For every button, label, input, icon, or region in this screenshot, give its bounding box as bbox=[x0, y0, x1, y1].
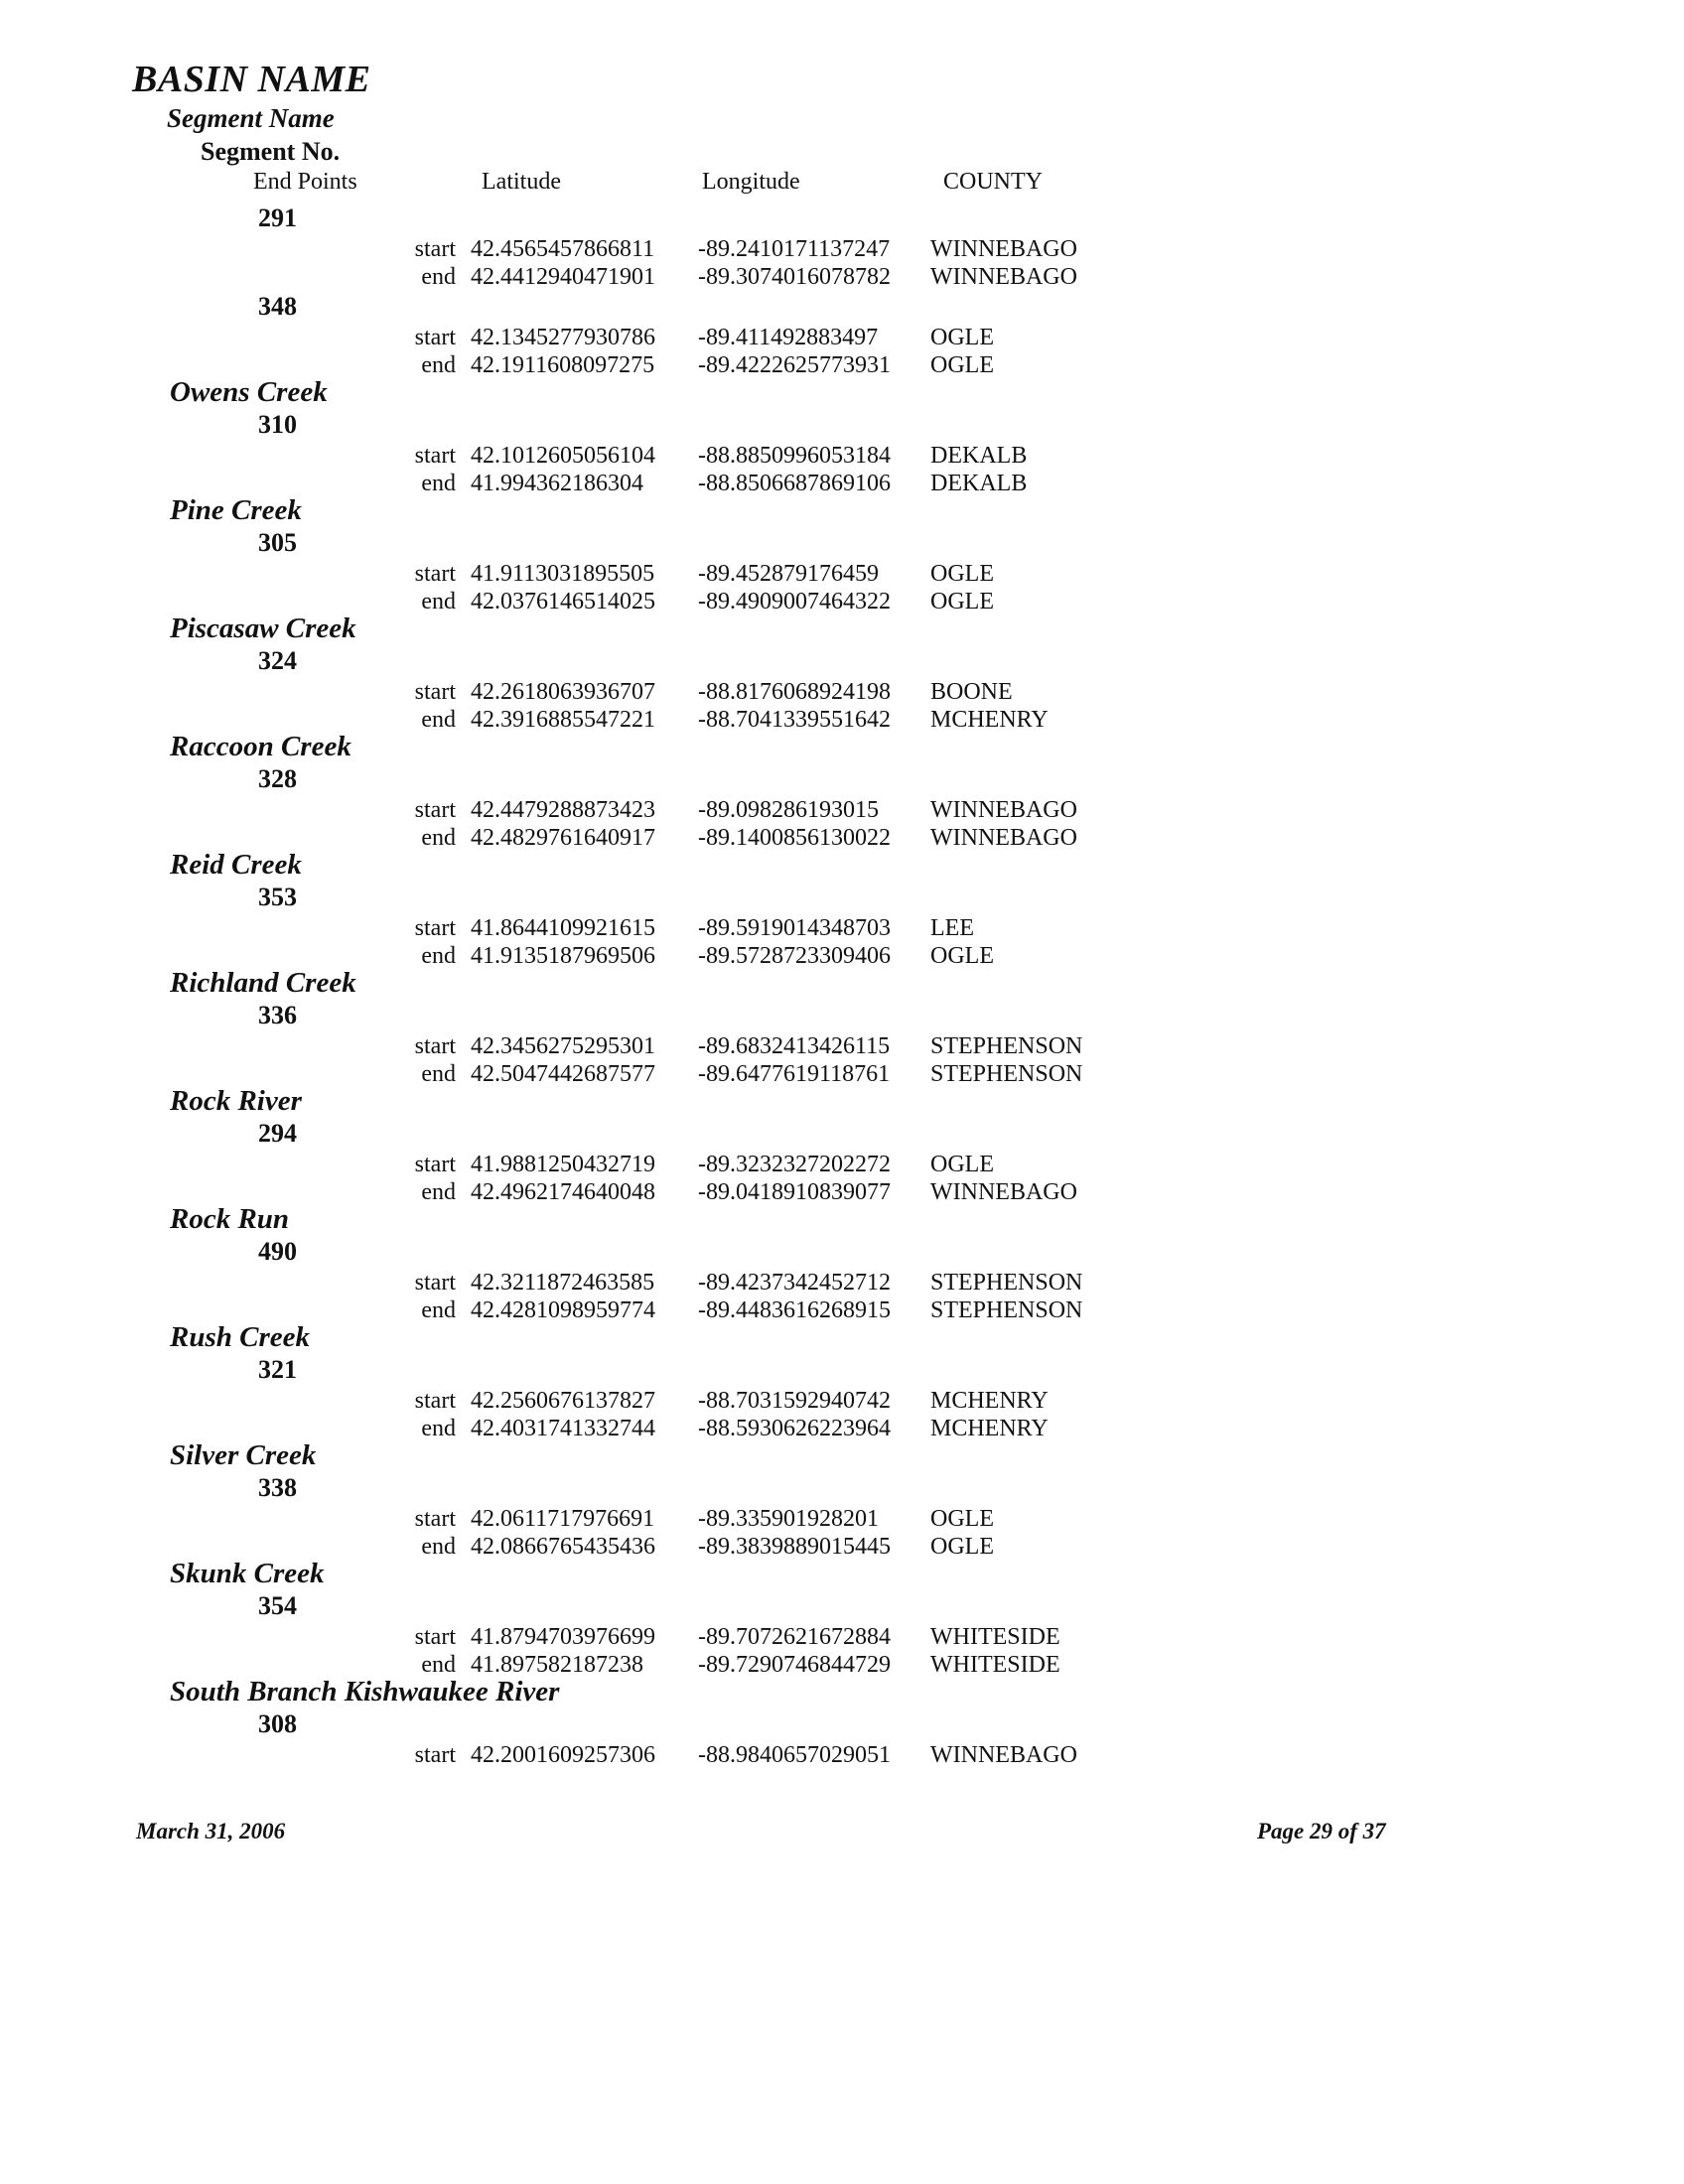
end-point-label: end bbox=[421, 264, 456, 290]
river-name: South Branch Kishwaukee River bbox=[170, 1676, 560, 1707]
end-point-label: end bbox=[421, 1179, 456, 1205]
end-point-label: start bbox=[414, 915, 456, 941]
latitude-value: 42.1345277930786 bbox=[471, 325, 655, 350]
segment-number: 336 bbox=[258, 1001, 297, 1029]
longitude-value: -89.6832413426115 bbox=[698, 1033, 891, 1059]
county-value: STEPHENSON bbox=[930, 1061, 1083, 1087]
segment-number: 294 bbox=[258, 1119, 297, 1148]
longitude-value: -89.7290746844729 bbox=[698, 1652, 891, 1678]
county-value: WINNEBAGO bbox=[930, 797, 1077, 823]
column-header-county: COUNTY bbox=[943, 169, 1043, 195]
latitude-value: 42.3916885547221 bbox=[471, 707, 655, 733]
river-name: Raccoon Creek bbox=[170, 731, 351, 762]
longitude-value: -89.5919014348703 bbox=[698, 915, 891, 941]
county-value: MCHENRY bbox=[930, 707, 1049, 733]
end-point-label: start bbox=[414, 1742, 456, 1768]
latitude-value: 41.8794703976699 bbox=[471, 1624, 655, 1650]
river-name: Reid Creek bbox=[170, 849, 302, 881]
longitude-value: -89.452879176459 bbox=[698, 561, 879, 587]
county-value: OGLE bbox=[930, 352, 994, 378]
latitude-value: 41.9881250432719 bbox=[471, 1152, 655, 1177]
segment-number: 310 bbox=[258, 410, 297, 439]
end-point-label: end bbox=[421, 471, 456, 496]
latitude-value: 42.4962174640048 bbox=[471, 1179, 655, 1205]
county-value: OGLE bbox=[930, 1506, 994, 1532]
end-point-label: end bbox=[421, 352, 456, 378]
longitude-value: -89.4237342452712 bbox=[698, 1270, 891, 1296]
column-header-longitude: Longitude bbox=[702, 169, 800, 195]
column-header-latitude: Latitude bbox=[482, 169, 561, 195]
longitude-value: -89.4222625773931 bbox=[698, 352, 891, 378]
segment-number: 338 bbox=[258, 1473, 297, 1502]
column-header-end-points: End Points bbox=[253, 169, 357, 195]
county-value: WHITESIDE bbox=[930, 1652, 1060, 1678]
longitude-value: -89.6477619118761 bbox=[698, 1061, 891, 1087]
segment-number: 321 bbox=[258, 1355, 297, 1384]
longitude-value: -89.411492883497 bbox=[698, 325, 879, 350]
county-value: OGLE bbox=[930, 943, 994, 969]
river-name: Skunk Creek bbox=[170, 1558, 325, 1589]
latitude-value: 42.4565457866811 bbox=[471, 236, 655, 262]
segment-number: 324 bbox=[258, 646, 297, 675]
county-value: WHITESIDE bbox=[930, 1624, 1060, 1650]
latitude-value: 42.4412940471901 bbox=[471, 264, 655, 290]
river-name: Owens Creek bbox=[170, 376, 328, 408]
river-name: Piscasaw Creek bbox=[170, 613, 356, 644]
latitude-value: 42.4031741332744 bbox=[471, 1416, 655, 1441]
latitude-value: 42.3211872463585 bbox=[471, 1270, 655, 1296]
county-value: OGLE bbox=[930, 1152, 994, 1177]
latitude-value: 41.8644109921615 bbox=[471, 915, 655, 941]
longitude-value: -89.0418910839077 bbox=[698, 1179, 891, 1205]
end-point-label: start bbox=[414, 797, 456, 823]
segment-number: 291 bbox=[258, 204, 297, 232]
longitude-value: -88.9840657029051 bbox=[698, 1742, 891, 1768]
segment-number: 308 bbox=[258, 1709, 297, 1738]
longitude-value: -88.5930626223964 bbox=[698, 1416, 891, 1441]
basin-name-heading: BASIN NAME bbox=[132, 59, 371, 100]
county-value: STEPHENSON bbox=[930, 1270, 1083, 1296]
county-value: OGLE bbox=[930, 325, 994, 350]
end-point-label: start bbox=[414, 679, 456, 705]
longitude-value: -89.1400856130022 bbox=[698, 825, 891, 851]
longitude-value: -89.098286193015 bbox=[698, 797, 879, 823]
river-name: Rock River bbox=[170, 1085, 302, 1117]
longitude-value: -89.335901928201 bbox=[698, 1506, 879, 1532]
end-point-label: end bbox=[421, 1534, 456, 1560]
latitude-value: 41.9113031895505 bbox=[471, 561, 655, 587]
county-value: WINNEBAGO bbox=[930, 264, 1077, 290]
longitude-value: -88.7041339551642 bbox=[698, 707, 891, 733]
segment-number: 305 bbox=[258, 528, 297, 557]
latitude-value: 42.2001609257306 bbox=[471, 1742, 655, 1768]
end-point-label: end bbox=[421, 1297, 456, 1323]
latitude-value: 42.0611717976691 bbox=[471, 1506, 655, 1532]
river-name: Rock Run bbox=[170, 1203, 290, 1235]
latitude-value: 41.9135187969506 bbox=[471, 943, 655, 969]
county-value: WINNEBAGO bbox=[930, 825, 1077, 851]
river-name: Silver Creek bbox=[170, 1439, 317, 1471]
latitude-value: 42.1012605056104 bbox=[471, 443, 655, 469]
end-point-label: end bbox=[421, 825, 456, 851]
river-name: Pine Creek bbox=[170, 494, 302, 526]
longitude-value: -89.3232327202272 bbox=[698, 1152, 891, 1177]
longitude-value: -88.8176068924198 bbox=[698, 679, 891, 705]
latitude-value: 41.994362186304 bbox=[471, 471, 643, 496]
end-point-label: start bbox=[414, 1388, 456, 1414]
latitude-value: 42.4479288873423 bbox=[471, 797, 655, 823]
latitude-value: 42.4829761640917 bbox=[471, 825, 655, 851]
end-point-label: end bbox=[421, 1416, 456, 1441]
longitude-value: -89.4483616268915 bbox=[698, 1297, 891, 1323]
latitude-value: 42.5047442687577 bbox=[471, 1061, 655, 1087]
county-value: OGLE bbox=[930, 561, 994, 587]
segment-number: 354 bbox=[258, 1591, 297, 1620]
county-value: LEE bbox=[930, 915, 974, 941]
segment-name-heading: Segment Name bbox=[167, 103, 335, 133]
end-point-label: start bbox=[414, 1624, 456, 1650]
segment-number: 348 bbox=[258, 292, 297, 321]
end-point-label: start bbox=[414, 236, 456, 262]
end-point-label: start bbox=[414, 561, 456, 587]
end-point-label: end bbox=[421, 943, 456, 969]
longitude-value: -88.7031592940742 bbox=[698, 1388, 891, 1414]
county-value: WINNEBAGO bbox=[930, 1742, 1077, 1768]
longitude-value: -89.7072621672884 bbox=[698, 1624, 891, 1650]
county-value: STEPHENSON bbox=[930, 1297, 1083, 1323]
county-value: OGLE bbox=[930, 589, 994, 614]
end-point-label: end bbox=[421, 707, 456, 733]
latitude-value: 41.897582187238 bbox=[471, 1652, 643, 1678]
county-value: DEKALB bbox=[930, 443, 1028, 469]
end-point-label: start bbox=[414, 1506, 456, 1532]
longitude-value: -88.8506687869106 bbox=[698, 471, 891, 496]
end-point-label: start bbox=[414, 443, 456, 469]
county-value: MCHENRY bbox=[930, 1416, 1049, 1441]
county-value: WINNEBAGO bbox=[930, 1179, 1077, 1205]
latitude-value: 42.1911608097275 bbox=[471, 352, 655, 378]
segment-number: 490 bbox=[258, 1237, 297, 1266]
longitude-value: -89.3074016078782 bbox=[698, 264, 891, 290]
county-value: OGLE bbox=[930, 1534, 994, 1560]
county-value: BOONE bbox=[930, 679, 1013, 705]
end-point-label: start bbox=[414, 1033, 456, 1059]
longitude-value: -89.2410171137247 bbox=[698, 236, 891, 262]
latitude-value: 42.2560676137827 bbox=[471, 1388, 655, 1414]
end-point-label: end bbox=[421, 589, 456, 614]
county-value: DEKALB bbox=[930, 471, 1028, 496]
footer-date: March 31, 2006 bbox=[136, 1819, 286, 1843]
county-value: WINNEBAGO bbox=[930, 236, 1077, 262]
segment-number: 328 bbox=[258, 764, 297, 793]
end-point-label: start bbox=[414, 325, 456, 350]
river-name: Rush Creek bbox=[170, 1321, 311, 1353]
latitude-value: 42.0866765435436 bbox=[471, 1534, 655, 1560]
end-point-label: end bbox=[421, 1652, 456, 1678]
longitude-value: -89.3839889015445 bbox=[698, 1534, 891, 1560]
end-point-label: start bbox=[414, 1270, 456, 1296]
latitude-value: 42.3456275295301 bbox=[471, 1033, 655, 1059]
longitude-value: -88.8850996053184 bbox=[698, 443, 891, 469]
river-name: Richland Creek bbox=[170, 967, 356, 999]
footer-page-number: Page 29 of 37 bbox=[1257, 1819, 1386, 1843]
latitude-value: 42.4281098959774 bbox=[471, 1297, 655, 1323]
segment-no-heading: Segment No. bbox=[201, 137, 341, 166]
segment-number: 353 bbox=[258, 883, 297, 911]
longitude-value: -89.5728723309406 bbox=[698, 943, 891, 969]
latitude-value: 42.0376146514025 bbox=[471, 589, 655, 614]
end-point-label: end bbox=[421, 1061, 456, 1087]
end-point-label: start bbox=[414, 1152, 456, 1177]
longitude-value: -89.4909007464322 bbox=[698, 589, 891, 614]
county-value: STEPHENSON bbox=[930, 1033, 1083, 1059]
county-value: MCHENRY bbox=[930, 1388, 1049, 1414]
latitude-value: 42.2618063936707 bbox=[471, 679, 655, 705]
